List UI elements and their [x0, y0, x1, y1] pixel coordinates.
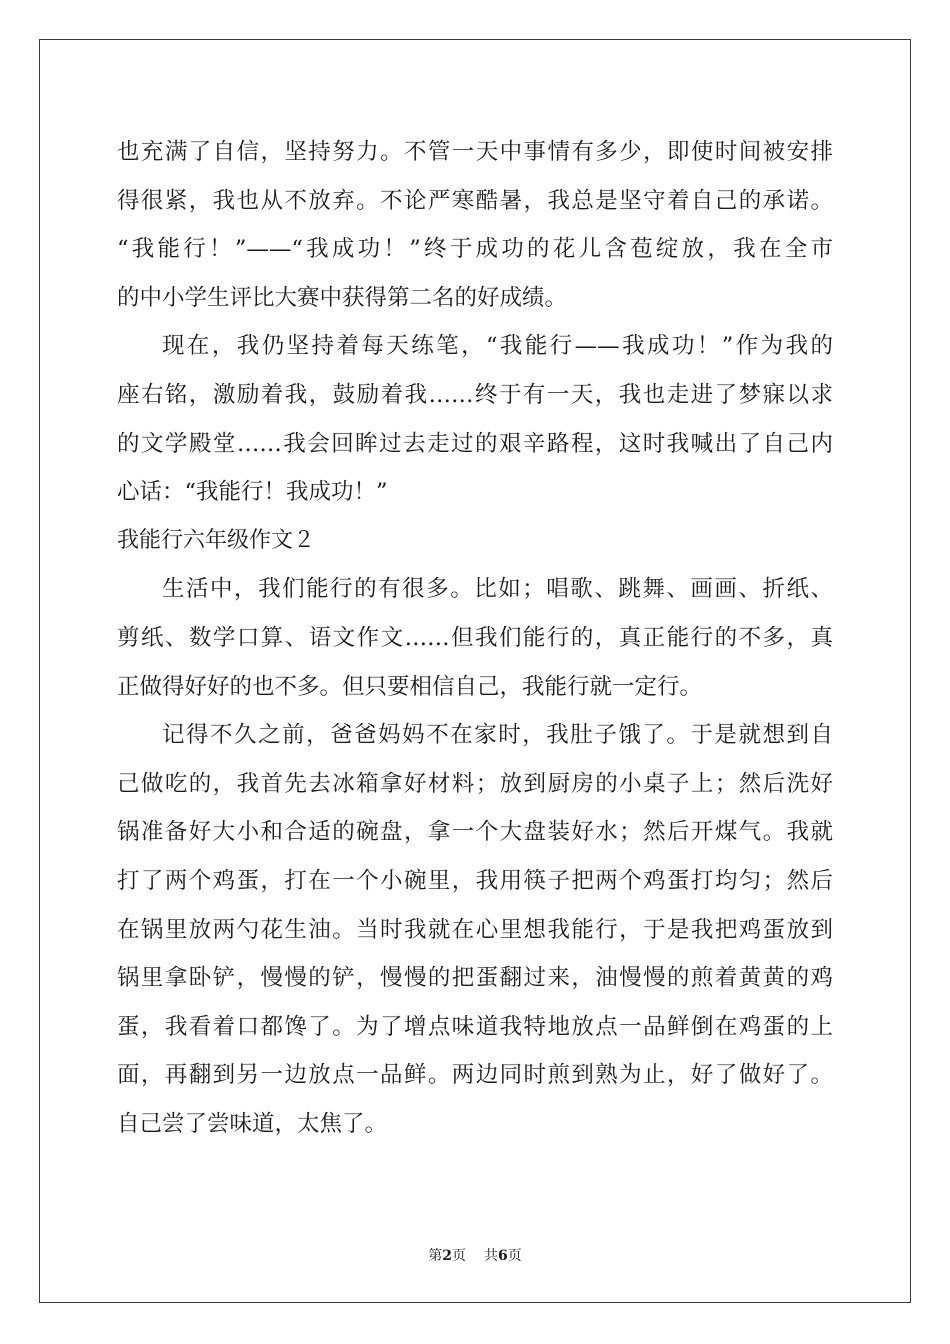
text-line: 蛋，我看着口都馋了。为了增点味道我特地放点一品鲜倒在鸡蛋的上	[117, 1013, 833, 1040]
text-line: 打了两个鸡蛋，打在一个小碗里，我用筷子把两个鸡蛋打均匀；然后	[117, 867, 833, 894]
text-line: 正做得好好的也不多。但只要相信自己，我能行就一定行。	[117, 673, 703, 700]
text-line: 的中小学生评比大赛中获得第二名的好成绩。	[117, 284, 568, 311]
text-line: 自己尝了尝味道，太焦了。	[117, 1110, 388, 1137]
text-line: 面，再翻到另一边放点一品鲜。两边同时煎到熟为止，好了做好了。	[117, 1062, 833, 1089]
paragraph-first-line: 生活中，我们能行的有很多。比如；唱歌、跳舞、画画、折纸、	[162, 576, 833, 603]
text-line: 锅准备好大小和合适的碗盘，拿一个大盘装好水；然后开煤气。我就	[117, 819, 833, 846]
text-line: 也充满了自信，坚持努力。不管一天中事情有多少，即使时间被安排	[117, 139, 833, 165]
page-label-prefix: 第	[428, 1248, 443, 1264]
text-line: 在锅里放两勺花生油。当时我就在心里想我能行，于是我把鸡蛋放到	[117, 916, 833, 943]
text-line: “我能行！”——“我成功！”终于成功的花儿含苞绽放，我在全市	[117, 236, 833, 263]
text-line: 锅里拿卧铲，慢慢的铲，慢慢的把蛋翻过来，油慢慢的煎着黄黄的鸡	[117, 965, 833, 992]
total-label-prefix: 共	[484, 1248, 498, 1264]
document-body	[117, 128, 833, 1148]
page-footer	[0, 1245, 950, 1265]
page-label-suffix: 页	[452, 1248, 466, 1264]
total-label-suffix: 页	[507, 1248, 522, 1264]
paragraph-first-line: 记得不久之前，爸爸妈妈不在家时，我肚子饿了。于是就想到自	[162, 722, 833, 749]
total-page-number: 6	[498, 1248, 508, 1264]
current-page-number: 2	[442, 1248, 452, 1264]
text-line: 心话：“我能行！我成功！”	[117, 479, 388, 506]
text-line: 得很紧，我也从不放弃。不论严寒酷暑，我总是坚守着自己的承诺。	[117, 187, 833, 214]
paragraph-first-line: 现在，我仍坚持着每天练笔，“我能行——我成功！”作为我的	[162, 333, 833, 360]
text-line: 剪纸、数学口算、语文作文……但我们能行的，真正能行的不多，真	[117, 624, 833, 651]
text-line: 的文学殿堂……我会回眸过去走过的艰辛路程，这时我喊出了自己内	[117, 430, 833, 457]
text-line: 座右铭，激励着我，鼓励着我……终于有一天，我也走进了梦寐以求	[117, 381, 833, 408]
text-line: 己做吃的，我首先去冰箱拿好材料；放到厨房的小桌子上；然后洗好	[117, 770, 833, 797]
essay-heading: 我能行六年级作文２	[117, 527, 316, 553]
